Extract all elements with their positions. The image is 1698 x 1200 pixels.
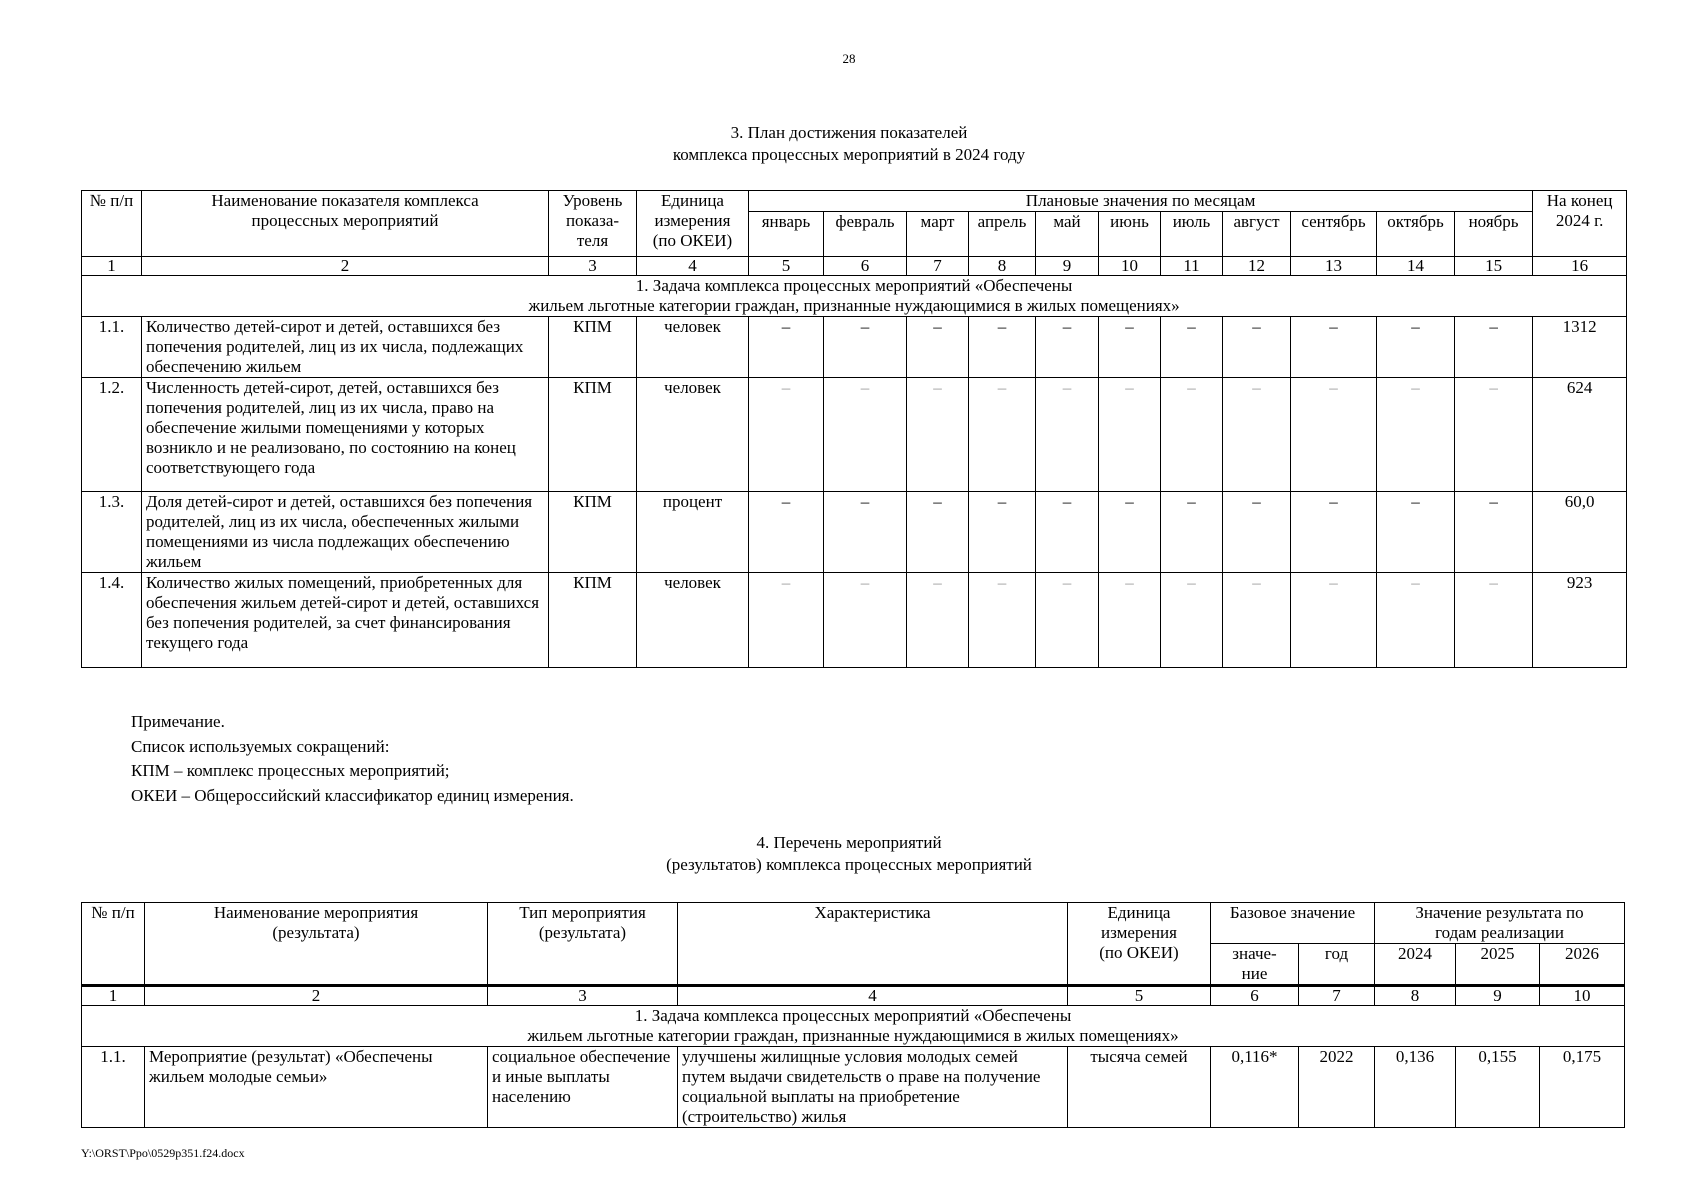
monthly-value: – xyxy=(1036,378,1099,492)
monthly-value: – xyxy=(749,573,824,668)
table3-header-row xyxy=(82,191,1627,212)
month-header: май xyxy=(1036,212,1099,257)
header-end-of-year: На конец 2024 г. xyxy=(1533,191,1627,257)
monthly-value: – xyxy=(824,317,907,378)
t4-header-2024: 2024 xyxy=(1375,944,1456,986)
indicator-name: Количество детей-сирот и детей, оставшихся без попечения родителей, лиц из их числа, подлежащих обеспечению жильем xyxy=(142,317,549,378)
monthly-value: – xyxy=(1291,573,1377,668)
indicator-unit: процент xyxy=(637,492,749,573)
month-header: август xyxy=(1223,212,1291,257)
monthly-value: – xyxy=(1099,492,1161,573)
month-header: март xyxy=(907,212,969,257)
t4-header-result: Значение результата по годам реализации xyxy=(1375,903,1625,944)
month-header: февраль xyxy=(824,212,907,257)
table4-title-line2: (результатов) комплекса процессных мероприятий xyxy=(666,855,1032,874)
column-number: 9 xyxy=(1036,257,1099,276)
indicator-row xyxy=(82,573,1627,668)
monthly-value: – xyxy=(1223,378,1291,492)
indicators-plan-table xyxy=(81,190,1627,668)
end-of-year-value: 624 xyxy=(1533,378,1627,492)
indicator-name: Доля детей-сирот и детей, оставшихся без попечения родителей, лиц из их числа, обеспеченных жилыми помещениями из числа подлежащих обеспечению жильем xyxy=(142,492,549,573)
monthly-value: – xyxy=(1377,492,1455,573)
table4-section-title xyxy=(82,1006,1625,1047)
monthly-value: – xyxy=(824,573,907,668)
indicator-level: КПМ xyxy=(549,317,637,378)
monthly-value: – xyxy=(969,378,1036,492)
monthly-value: – xyxy=(1291,378,1377,492)
table4-title xyxy=(0,832,1698,876)
note-title: Примечание. xyxy=(131,712,225,731)
header-planned-values: Плановые значения по месяцам xyxy=(749,191,1533,212)
monthly-value: – xyxy=(1161,378,1223,492)
t4-header-unit: Единица измерения (по ОКЕИ) xyxy=(1068,903,1211,986)
activity-characteristic: улучшены жилищные условия молодых семей путем выдачи свидетельств о праве на получение социальной выплаты на приобретение (строительство) жилья xyxy=(678,1047,1068,1128)
table3-section-row xyxy=(82,276,1627,317)
monthly-value: – xyxy=(1161,573,1223,668)
monthly-value: – xyxy=(1223,492,1291,573)
column-number: 7 xyxy=(1299,986,1375,1006)
column-number: 13 xyxy=(1291,257,1377,276)
notes xyxy=(131,710,574,808)
file-path-footer: Y:\ORST\Ppo\0529p351.f24.docx xyxy=(81,1146,245,1160)
monthly-value: – xyxy=(1455,317,1533,378)
section-line1: 1. Задача комплекса процессных мероприятий «Обеспечены xyxy=(635,276,1073,295)
monthly-value: – xyxy=(1377,317,1455,378)
column-number: 1 xyxy=(82,257,142,276)
month-header: июнь xyxy=(1099,212,1161,257)
indicator-level: КПМ xyxy=(549,492,637,573)
monthly-value: – xyxy=(1099,317,1161,378)
monthly-value: – xyxy=(1099,378,1161,492)
column-number: 4 xyxy=(637,257,749,276)
monthly-value: – xyxy=(1455,573,1533,668)
monthly-value: – xyxy=(1377,378,1455,492)
abbreviation-kpm: КПМ – комплекс процессных мероприятий; xyxy=(131,761,450,780)
monthly-value: – xyxy=(1377,573,1455,668)
column-number: 5 xyxy=(1068,986,1211,1006)
page-number: 28 xyxy=(842,51,856,66)
column-number: 6 xyxy=(824,257,907,276)
t4-header-num: № п/п xyxy=(82,903,145,986)
monthly-value: – xyxy=(824,492,907,573)
t4-section-line1: 1. Задача комплекса процессных мероприятий «Обеспечены xyxy=(634,1006,1072,1025)
monthly-value: – xyxy=(749,317,824,378)
monthly-value: – xyxy=(1455,492,1533,573)
indicator-unit: человек xyxy=(637,317,749,378)
monthly-value: – xyxy=(1099,573,1161,668)
base-value: 0,116* xyxy=(1211,1047,1299,1128)
header-unit: Единица измерения (по ОКЕИ) xyxy=(637,191,749,257)
column-number: 8 xyxy=(1375,986,1456,1006)
month-header: апрель xyxy=(969,212,1036,257)
column-number: 2 xyxy=(145,986,488,1006)
month-header: октябрь xyxy=(1377,212,1455,257)
month-header: ноябрь xyxy=(1455,212,1533,257)
monthly-value: – xyxy=(1161,317,1223,378)
table3-column-numbers xyxy=(82,257,1627,276)
column-number: 16 xyxy=(1533,257,1627,276)
table3-title xyxy=(0,122,1698,166)
monthly-value: – xyxy=(1036,573,1099,668)
activity-type: социальное обеспечение и иные выплаты населению xyxy=(488,1047,678,1128)
table4-title-line1: 4. Перечень мероприятий xyxy=(756,833,942,852)
column-number: 2 xyxy=(142,257,549,276)
monthly-value: – xyxy=(907,378,969,492)
column-number: 3 xyxy=(549,257,637,276)
base-year: 2022 xyxy=(1299,1047,1375,1128)
monthly-value: – xyxy=(824,378,907,492)
t4-header-base-year: год xyxy=(1299,944,1375,986)
column-number: 11 xyxy=(1161,257,1223,276)
indicator-name: Количество жилых помещений, приобретенных для обеспечения жильем детей-сирот и детей, оставшихся без попечения родителей, за счет финансирования текущего года xyxy=(142,573,549,668)
monthly-value: – xyxy=(969,317,1036,378)
monthly-value: – xyxy=(907,317,969,378)
row-number: 1.4. xyxy=(82,573,142,668)
result-2024: 0,136 xyxy=(1375,1047,1456,1128)
header-num: № п/п xyxy=(82,191,142,257)
month-header: июль xyxy=(1161,212,1223,257)
t4-section-line2: жильем льготные категории граждан, признанные нуждающимися в жилых помещениях» xyxy=(527,1026,1179,1045)
monthly-value: – xyxy=(1036,492,1099,573)
column-number: 3 xyxy=(488,986,678,1006)
table4-section-row xyxy=(82,1006,1625,1047)
monthly-value: – xyxy=(1223,573,1291,668)
monthly-value: – xyxy=(907,573,969,668)
t4-header-2026: 2026 xyxy=(1540,944,1625,986)
result-2026: 0,175 xyxy=(1540,1047,1625,1128)
table4-column-numbers xyxy=(82,986,1625,1006)
t4-header-type: Тип мероприятия (результата) xyxy=(488,903,678,986)
monthly-value: – xyxy=(1291,317,1377,378)
end-of-year-value: 923 xyxy=(1533,573,1627,668)
column-number: 1 xyxy=(82,986,145,1006)
activity-row xyxy=(82,1047,1625,1128)
column-number: 9 xyxy=(1456,986,1540,1006)
end-of-year-value: 60,0 xyxy=(1533,492,1627,573)
monthly-value: – xyxy=(969,573,1036,668)
indicator-level: КПМ xyxy=(549,378,637,492)
table4-header-row xyxy=(82,903,1625,944)
monthly-value: – xyxy=(907,492,969,573)
monthly-value: – xyxy=(1455,378,1533,492)
row-number: 1.3. xyxy=(82,492,142,573)
row-number: 1.1. xyxy=(82,1047,145,1128)
table3-section-title xyxy=(82,276,1627,317)
monthly-value: – xyxy=(749,492,824,573)
monthly-value: – xyxy=(1036,317,1099,378)
table3-title-line2: комплекса процессных мероприятий в 2024 году xyxy=(672,145,1026,164)
monthly-value: – xyxy=(1291,492,1377,573)
end-of-year-value: 1312 xyxy=(1533,317,1627,378)
column-number: 12 xyxy=(1223,257,1291,276)
activities-list-table xyxy=(81,902,1625,1128)
column-number: 10 xyxy=(1099,257,1161,276)
header-indicator-name: Наименование показателя комплекса процессных мероприятий xyxy=(142,191,549,257)
activity-unit: тысяча семей xyxy=(1068,1047,1211,1128)
column-number: 4 xyxy=(678,986,1068,1006)
indicator-row xyxy=(82,317,1627,378)
indicator-name: Численность детей-сирот, детей, оставшихся без попечения родителей, лиц из их числа, право на обеспечение жилыми помещениями у которых возникло и не реализовано, по состоянию на конец соответствующего года xyxy=(142,378,549,492)
indicator-row xyxy=(82,378,1627,492)
abbreviations-title: Список используемых сокращений: xyxy=(131,736,390,756)
indicator-unit: человек xyxy=(637,378,749,492)
monthly-value: – xyxy=(1161,492,1223,573)
column-number: 6 xyxy=(1211,986,1299,1006)
indicator-level: КПМ xyxy=(549,573,637,668)
column-number: 5 xyxy=(749,257,824,276)
column-number: 7 xyxy=(907,257,969,276)
column-number: 10 xyxy=(1540,986,1625,1006)
table3-title-line1: 3. План достижения показателей xyxy=(730,123,968,142)
section-line2: жильем льготные категории граждан, признанные нуждающимися в жилых помещениях» xyxy=(528,296,1180,315)
indicator-row xyxy=(82,492,1627,573)
abbreviation-okei: ОКЕИ – Общероссийский классификатор единиц измерения. xyxy=(131,785,574,805)
t4-header-name: Наименование мероприятия (результата) xyxy=(145,903,488,986)
month-header: сентябрь xyxy=(1291,212,1377,257)
t4-header-base-value: значе-ние xyxy=(1211,944,1299,986)
t4-header-2025: 2025 xyxy=(1456,944,1540,986)
column-number: 14 xyxy=(1377,257,1455,276)
row-number: 1.2. xyxy=(82,378,142,492)
monthly-value: – xyxy=(749,378,824,492)
column-number: 8 xyxy=(969,257,1036,276)
activity-name: Мероприятие (результат) «Обеспечены жильем молодые семьи» xyxy=(145,1047,488,1128)
column-number: 15 xyxy=(1455,257,1533,276)
result-2025: 0,155 xyxy=(1456,1047,1540,1128)
month-header: январь xyxy=(749,212,824,257)
monthly-value: – xyxy=(969,492,1036,573)
t4-header-characteristic: Характеристика xyxy=(678,903,1068,986)
row-number: 1.1. xyxy=(82,317,142,378)
monthly-value: – xyxy=(1223,317,1291,378)
indicator-unit: человек xyxy=(637,573,749,668)
t4-header-base: Базовое значение xyxy=(1211,903,1375,944)
header-level: Уровень показа-теля xyxy=(549,191,637,257)
